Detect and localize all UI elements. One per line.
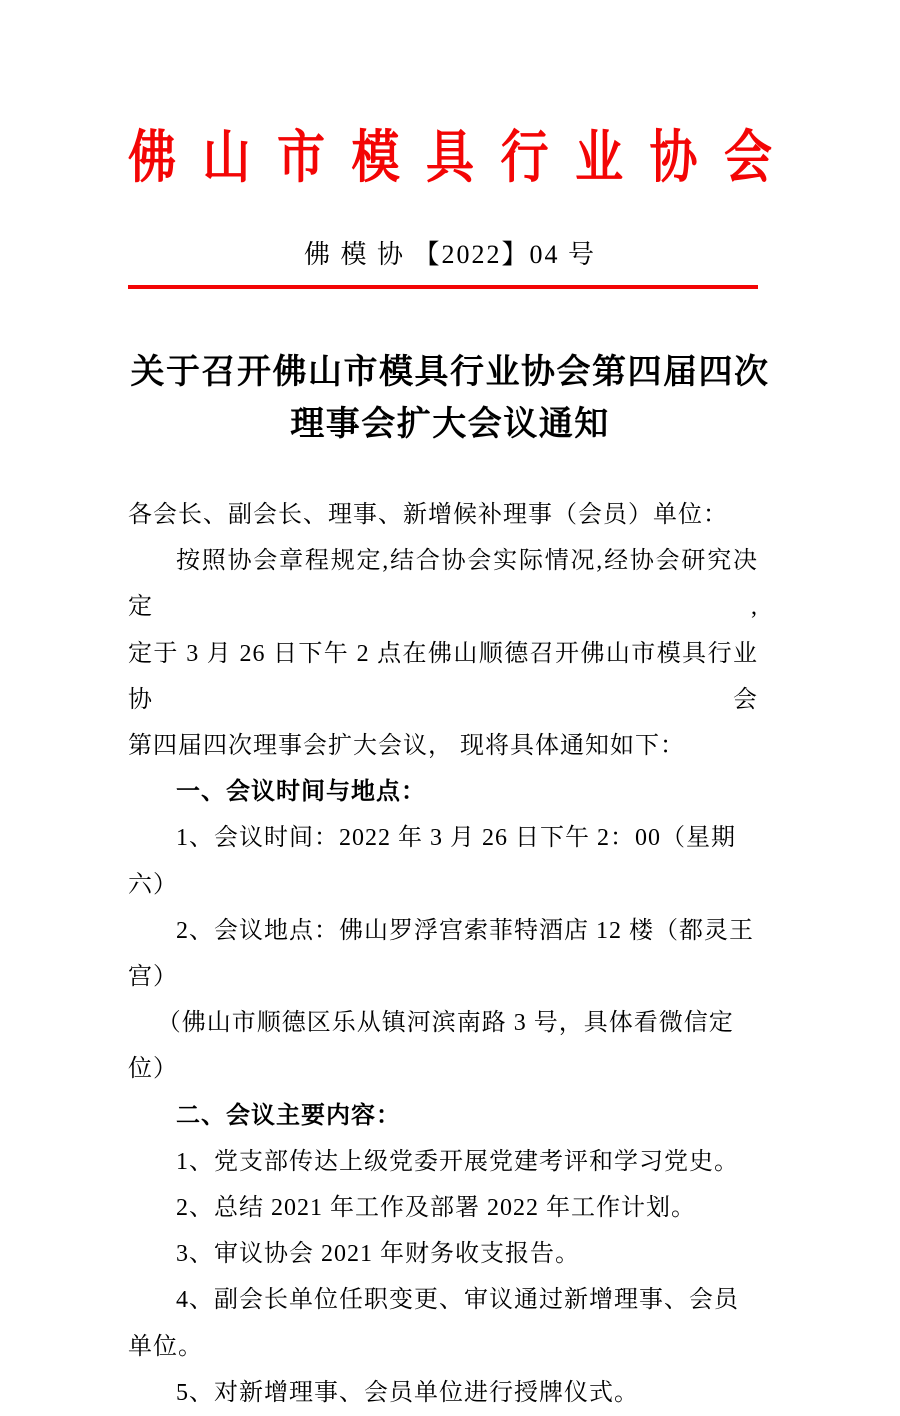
body-line: 各会长、副会长、理事、新增候补理事（会员）单位： (128, 502, 728, 528)
notice-title-line1: 关于召开佛山市模具行业协会第四届四次 (130, 354, 770, 391)
body-line: 一、会议时间与地点： (176, 779, 426, 806)
body-line: 1、党支部传达上级党委开展党建考评和学习党史。 (176, 1148, 739, 1175)
body-line: （佛山市顺德区乐从镇河滨南路 3 号，具体看微信定位） (128, 1010, 734, 1083)
doc-number: 佛 模 协 【2022】04 号 (303, 240, 596, 269)
body-line: 2、会议地点：佛山罗浮宫索菲特酒店 12 楼（都灵王宫） (128, 917, 754, 991)
body-line: 第四届四次理事会扩大会议， 现将具体通知如下： (128, 733, 685, 760)
notice-body (128, 492, 758, 1416)
body-line: 定于 3 月 26 日下午 2 点在佛山顺德召开佛山市模具行业协会 (128, 640, 758, 713)
notice-title-line2: 理事会扩大会议通知 (290, 406, 610, 443)
red-divider (128, 285, 758, 289)
body-line: 二、会议主要内容： (176, 1102, 401, 1129)
notice-title (128, 347, 772, 451)
body-line: 5、对新增理事、会员单位进行授牌仪式。 (176, 1379, 639, 1406)
body-line: 3、审议协会 2021 年财务收支报告。 (176, 1241, 580, 1268)
body-line: 1、会议时间：2022 年 3 月 26 日下午 2：00（星期六） (128, 825, 736, 898)
org-title: 佛 山 市 模 具 行 业 协 会 (128, 126, 772, 190)
body-line: 4、副会长单位任职变更、审议通过新增理事、会员单位。 (128, 1287, 739, 1360)
body-line: 2、总结 2021 年工作及部署 2022 年工作计划。 (176, 1195, 696, 1222)
body-line: 按照协会章程规定,结合协会实际情况,经协会研究决定, (128, 548, 758, 621)
